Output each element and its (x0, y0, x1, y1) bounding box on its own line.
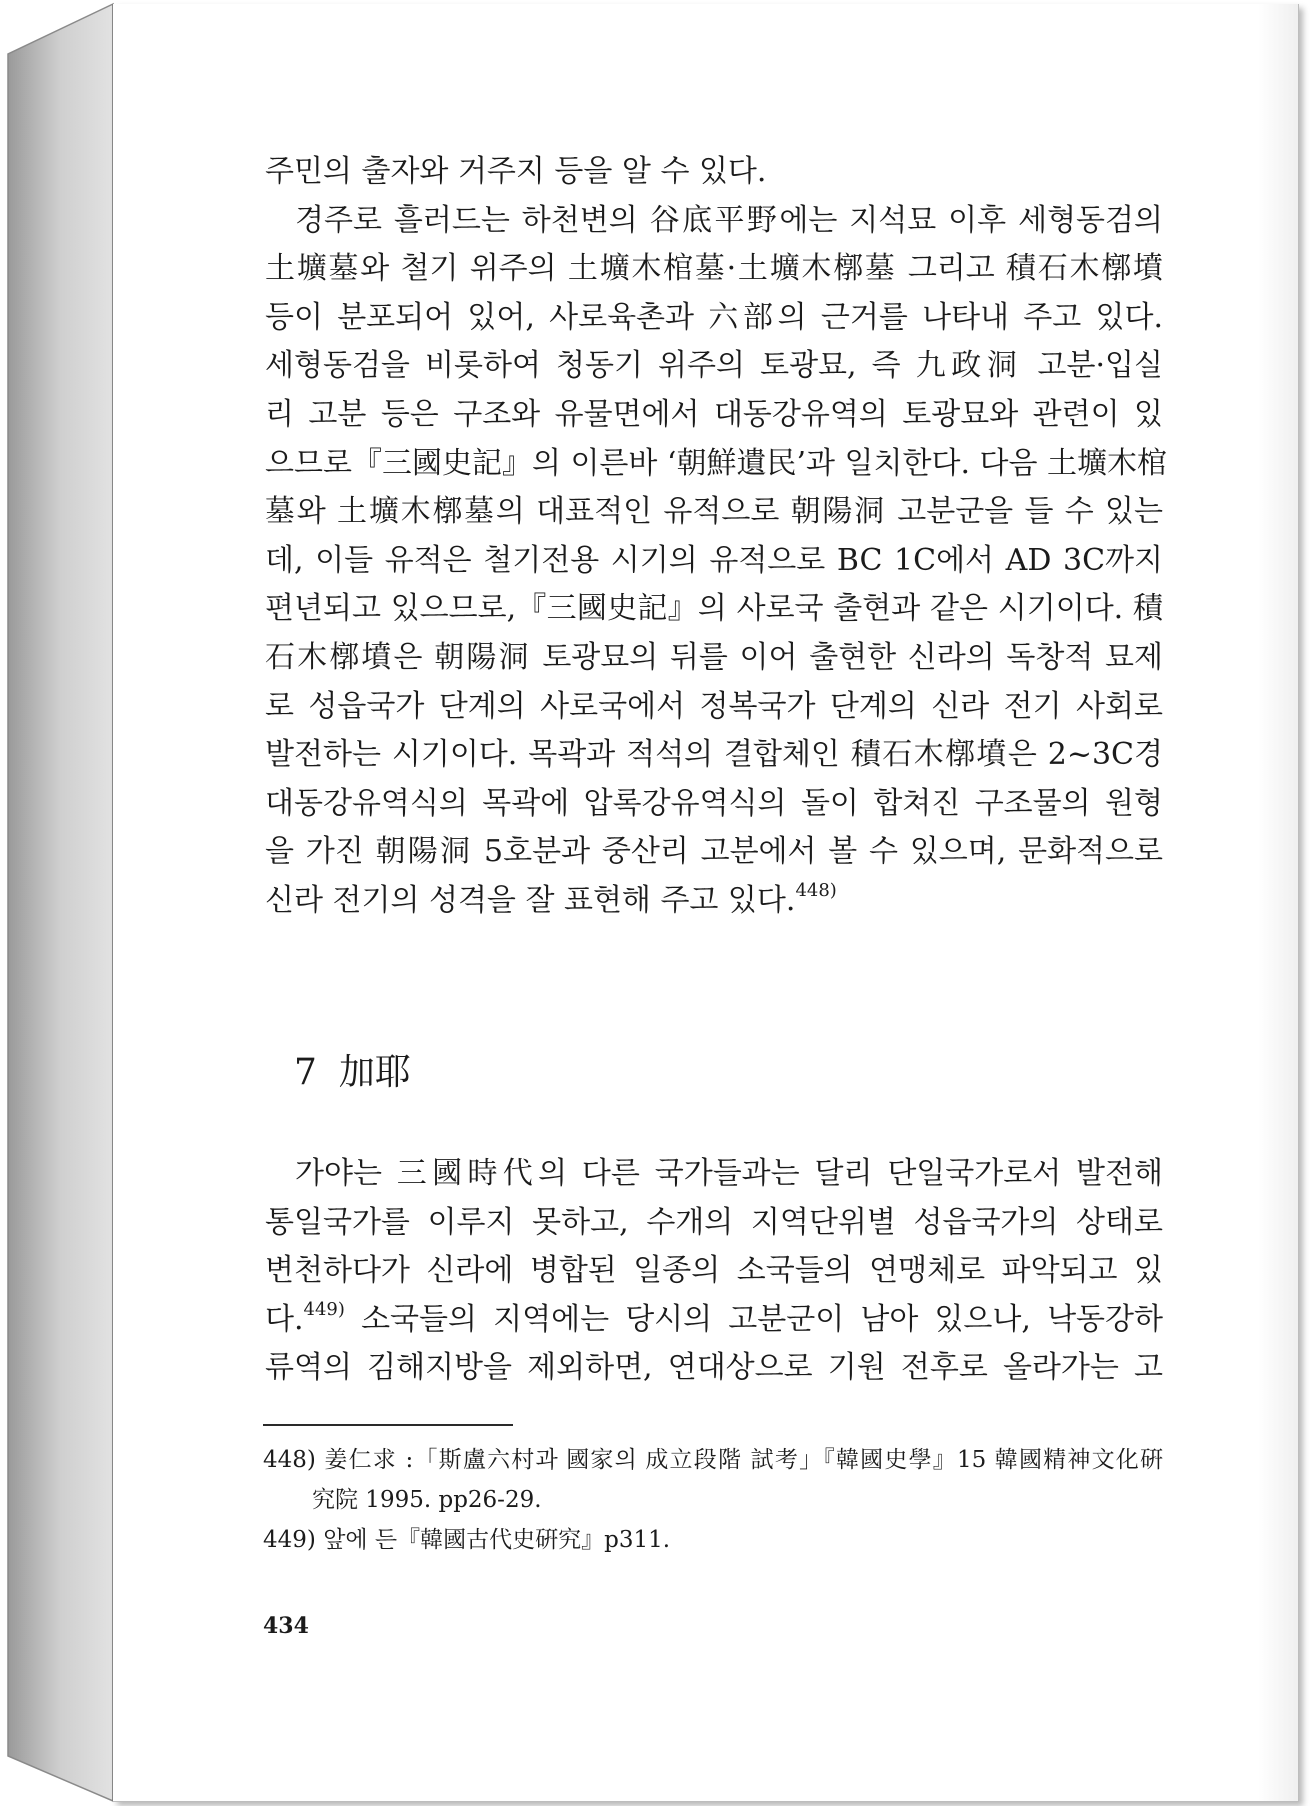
footnote-divider (263, 1424, 513, 1426)
text-line: 가야는 三國時代의 다른 국가들과는 달리 단일국가로서 발전해 (295, 1156, 1163, 1191)
footnote-number: 449) (263, 1527, 316, 1553)
text-line: 土壙墓와 철기 위주의 土壙木棺墓·土壙木槨墓 그리고 積石木槨墳 (265, 251, 1163, 287)
text-line: 으므로『三國史記』의 이른바 ‘朝鮮遺民’과 일치한다. 다음 土壙木棺 (265, 445, 1168, 481)
text-line: 세형동검을 비롯하여 청동기 위주의 토광묘, 즉 九政洞 고분·입실 (265, 348, 1163, 384)
text-line: 류역의 김해지방을 제외하면, 연대상으로 기원 전후로 올라가는 고 (265, 1350, 1163, 1386)
text-line-with-ref (265, 1296, 1163, 1345)
footnote-ref-448[interactable]: 448) (795, 879, 837, 901)
footnote-449 (263, 1520, 1163, 1560)
page-edge-shade (1258, 4, 1298, 1801)
text-line: 주민의 출자와 거주지 등을 알 수 있다. (265, 154, 767, 189)
text-line: 을 가진 朝陽洞 5호분과 중산리 고분에서 볼 수 있으며, 문화적으로 (265, 834, 1163, 870)
text-line: 발전하는 시기이다. 목곽과 적석의 결합체인 積石木槨墳은 2~3C경 (265, 737, 1163, 773)
section-title: 加耶 (338, 1052, 411, 1093)
text-line: 변천하다가 신라에 병합된 일종의 소국들의 연맹체로 파악되고 있 (265, 1253, 1163, 1289)
text-line-content: 소국들의 지역에는 당시의 고분군이 남아 있으나, 낙동강하 (361, 1301, 1163, 1337)
body-text-top (265, 148, 1168, 926)
text-line: 로 성읍국가 단계의 사로국에서 정복국가 단계의 신라 전기 사회로 (265, 688, 1163, 724)
text-line: 통일국가를 이루지 못하고, 수개의 지역단위별 성읍국가의 상태로 (265, 1204, 1163, 1240)
page-number: 434 (263, 1613, 309, 1639)
footnote-448-continued: 究院 1995. pp26-29. (312, 1487, 542, 1513)
text-line-last (265, 877, 1163, 926)
footnote-ref-449[interactable]: 449) (303, 1298, 345, 1320)
text-line: 墓와 土壙木槨墓의 대표적인 유적으로 朝陽洞 고분군을 들 수 있는 (265, 494, 1163, 530)
footnote-text: 姜仁求 :「斯盧六村과 國家의 成立段階 試考」『韓國史學』15 韓國精神文化硏 (324, 1447, 1163, 1473)
section-number: 7 (294, 1052, 317, 1093)
footnotes (263, 1440, 1163, 1560)
text-line: 경주로 흘러드는 하천변의 谷底平野에는 지석묘 이후 세형동검의 (295, 202, 1163, 238)
text-line-prefix: 다. (265, 1301, 304, 1337)
text-line: 데, 이들 유적은 철기전용 시기의 유적으로 BC 1C에서 AD 3C까지 (265, 542, 1163, 578)
footnote-448 (263, 1440, 1163, 1480)
text-line: 편년되고 있으므로,『三國史記』의 사로국 출현과 같은 시기이다. 積 (265, 591, 1163, 627)
text-line: 石木槨墳은 朝陽洞 토광묘의 뒤를 이어 출현한 신라의 독창적 묘제 (265, 639, 1163, 675)
text-line: 리 고분 등은 구조와 유물면에서 대동강유역의 토광묘와 관련이 있 (265, 396, 1163, 432)
footnote-number: 448) (263, 1447, 316, 1473)
section-heading (294, 1048, 411, 1098)
footnote-text: 앞에 든『韓國古代史硏究』p311. (323, 1527, 671, 1553)
body-text-bottom (265, 1150, 1163, 1393)
text-line: 대동강유역식의 목곽에 압록강유역식의 돌이 합쳐진 구조물의 원형 (265, 785, 1163, 821)
text-line-content: 신라 전기의 성격을 잘 표현해 주고 있다. (265, 882, 796, 918)
text-line: 등이 분포되어 있어, 사로육촌과 六部의 근거를 나타내 주고 있다. (265, 299, 1163, 335)
